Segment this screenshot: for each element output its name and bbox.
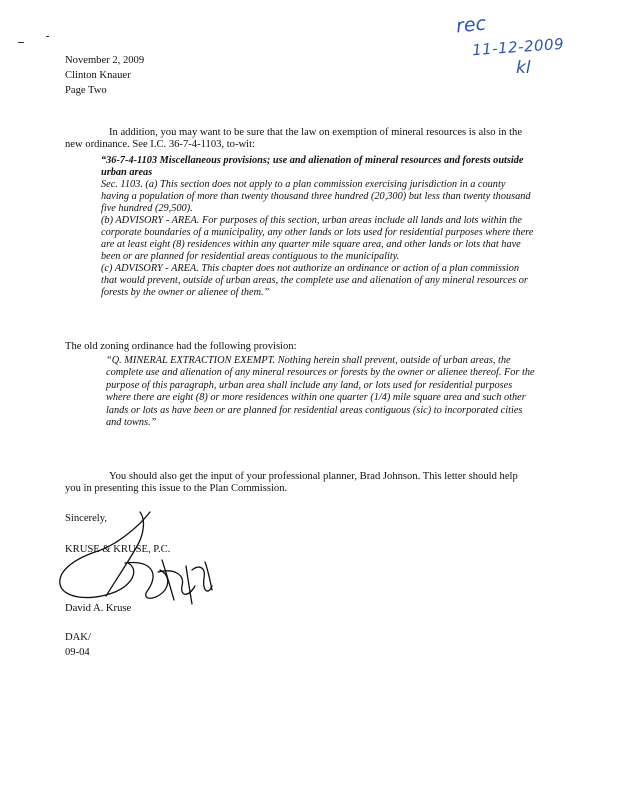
intro-paragraph: In addition, you may want to be sure that the law on exemption of mineral resources is also in the new ordinance. See I.C. 36-7-4-1103, to-wit: <box>65 127 523 150</box>
letter-page-number: Page Two <box>65 85 107 96</box>
statute-section-b: (b) ADVISORY - AREA. For purposes of this section, urban areas include all lands and lots within the corporate boundaries of a municipality, any other lands or lots used for residential purposes where there are at least eight (8) residences within any quarter mile square area, and other lands or lots that have been or are planned for residential areas contiguous to the municipality. <box>101 215 534 262</box>
old-ordinance-intro: The old zoning ordinance had the following provision: <box>65 341 297 352</box>
received-annotation-date: 11-12-2009 <box>471 34 565 60</box>
letter-recipient: Clinton Knauer <box>65 70 131 81</box>
letter-date: November 2, 2009 <box>65 55 145 66</box>
statute-heading: “36-7-4-1103 Miscellaneous provisions; use and alienation of mineral resources and forests outside urban areas <box>101 155 524 178</box>
received-annotation-line1: rec <box>454 12 488 38</box>
closing-paragraph: You should also get the input of your professional planner, Brad Johnson. This letter should help you in presenting this issue to the Plan Commission. <box>65 471 518 494</box>
sign-off: Sincerely, <box>65 513 107 524</box>
old-ordinance-quote: “Q. MINERAL EXTRACTION EXEMPT. Nothing herein shall prevent, outside of urban areas, the complete use and alienation of any mineral resources or forests by the owner or alienee thereof. For the purpose of this paragraph, urban area shall include any land, or lots used for residential purposes where there are eight (8) or more residences within one quarter (1/4) mile square area and such other lands or lots as have been or are planned for residential areas contiguous (sic) to incorporated cities and towns.” <box>106 355 535 429</box>
signer-name: David A. Kruse <box>65 603 132 614</box>
statute-section-c: (c) ADVISORY - AREA. This chapter does not authorize an ordinance or action of a plan commission that would prevent, outside of urban areas, the complete use and alienation of any mineral resources or forests by the owner or alienee of them.” <box>101 263 528 298</box>
file-reference: 09-04 <box>65 647 90 658</box>
typist-initials: DAK/ <box>65 632 91 643</box>
received-annotation-initials: kl <box>516 58 531 78</box>
statute-section-a: Sec. 1103. (a) This section does not apply to a plan commission exercising jurisdiction in a county having a population of more than twenty thousand three hundred (20,300) but less than twenty thousand five hundred (29,500). <box>101 179 531 214</box>
firm-name: KRUSE & KRUSE, P.C. <box>65 544 171 555</box>
